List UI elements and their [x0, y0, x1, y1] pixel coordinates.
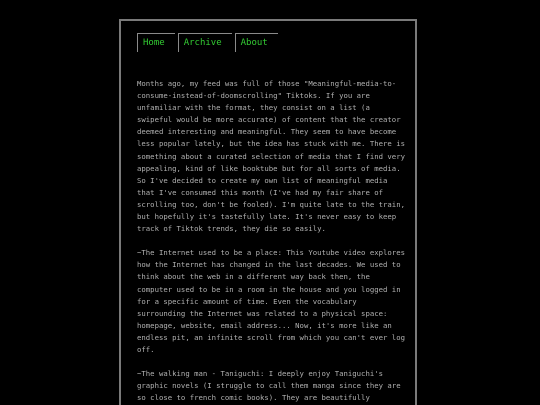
- intro-paragraph: Months ago, my feed was full of those "Meaningful-media-to-consume-instead-of-doomscrolling" Tiktoks. If you are unfamiliar with the format, they consist on a list (a swipeful would be more accurate) of content that the creator deemed interesting and meaningful. They seem to have become less popular lately, but the idea has stuck with me. There is something about a curated selection of media that I find very appealing, kind of like booktube but for all sorts of media. So I've decided to create my own list of meaningful media that I've consumed this month (I've had my fair share of scrolling too, don't be fooled). I'm quite late to the train, but hopefully it's tastefully late. It's never easy to keep track of Tiktok trends, they die so easily.: [137, 79, 405, 234]
- nav-archive-link[interactable]: Archive: [178, 33, 232, 52]
- article-content: [137, 78, 405, 405]
- nav-home-link[interactable]: Home: [137, 33, 175, 52]
- main-nav: [137, 33, 278, 52]
- page-frame: [119, 19, 417, 405]
- internet-place-paragraph: ~The Internet used to be a place: This Youtube video explores how the Internet has changed in the last decades. We used to think about the web in a different way back then, the computer used to be in a room in the house and you logged in for a specific amount of time. Even the vocabulary surrounding the Internet was related to a physical space: homepage, website, email address... Now, it's more like an endless pit, an infinite scroll from which you can't ever log off.: [137, 248, 405, 354]
- nav-about-link[interactable]: About: [235, 33, 278, 52]
- walking-man-paragraph: ~The walking man - Taniguchi: I deeply enjoy Taniguchi's graphic novels (I struggle to call them manga since they are so close to french comic books). They are beautifully: [137, 369, 401, 403]
